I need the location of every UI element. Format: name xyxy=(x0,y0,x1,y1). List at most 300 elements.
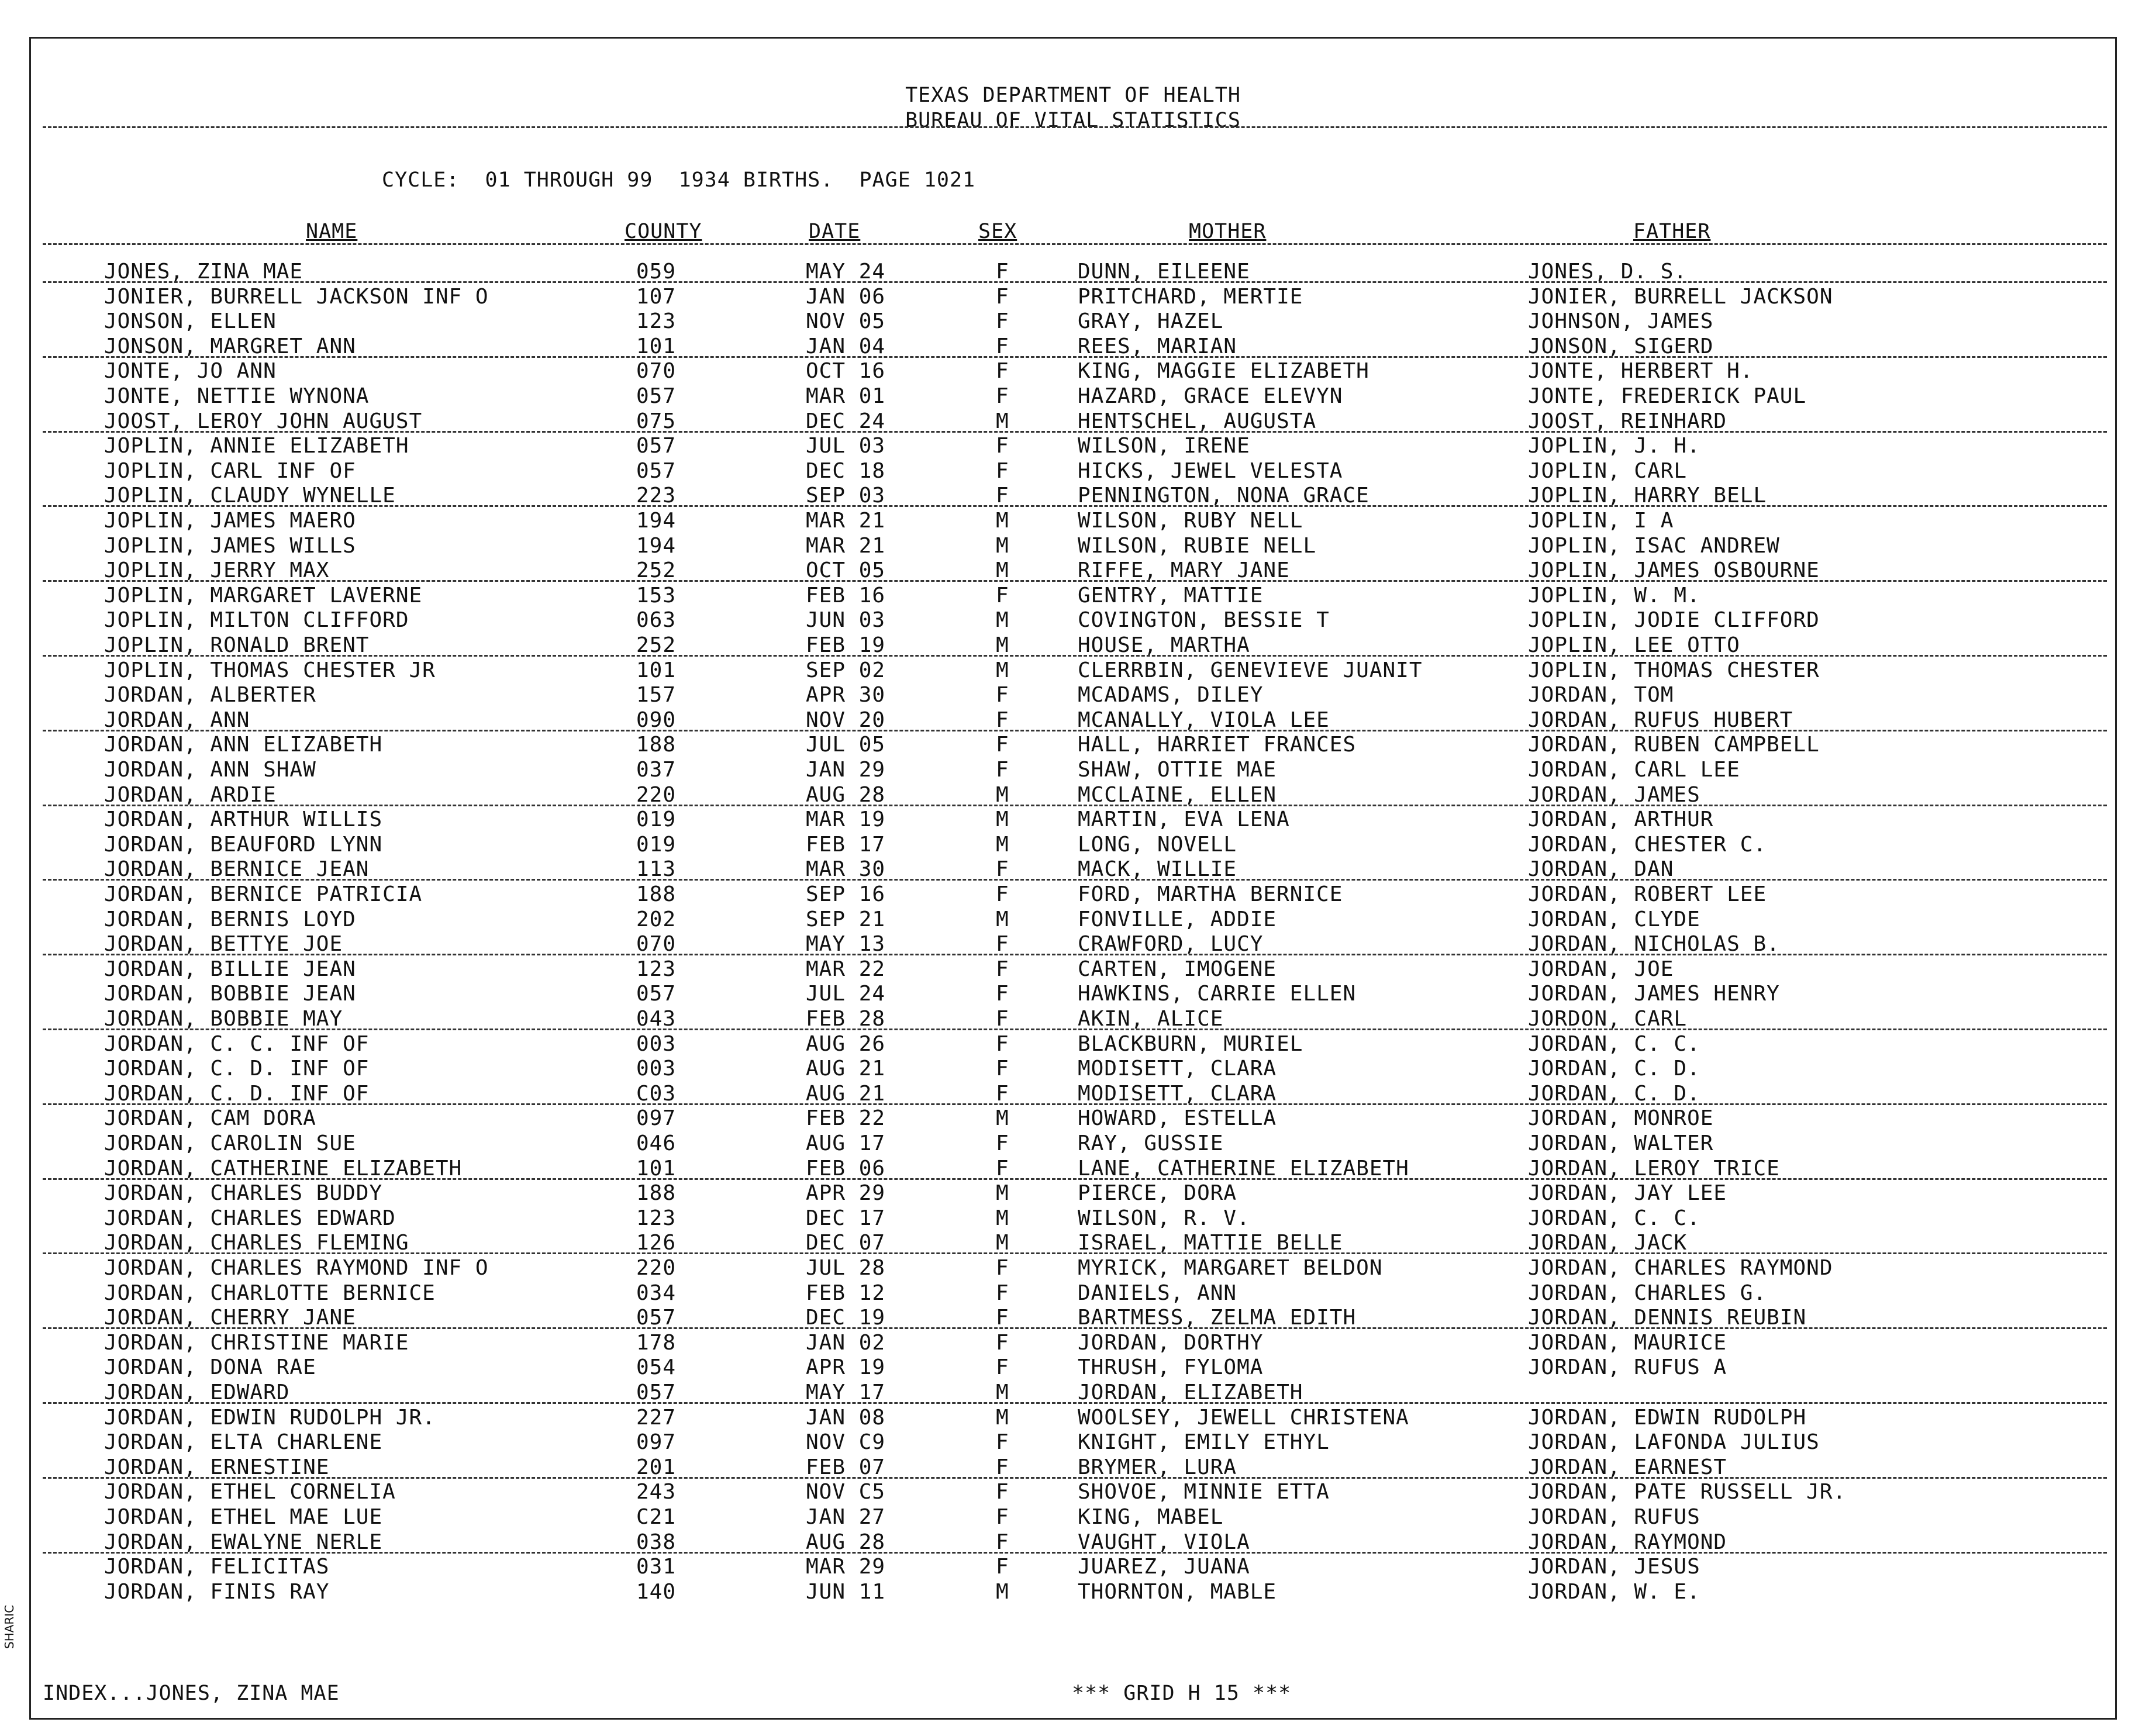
record-date: NOV 20 xyxy=(806,707,886,732)
record-mother: GRAY, HAZEL xyxy=(1078,309,1224,334)
record-father: JOPLIN, JODIE CLIFFORD xyxy=(1528,608,1820,633)
record-sex: M xyxy=(996,509,1009,533)
record-sex: F xyxy=(996,1480,1009,1504)
record-mother: WILSON, RUBY NELL xyxy=(1078,509,1303,533)
record-county: 063 xyxy=(636,608,677,633)
record-father: JORDAN, RUFUS xyxy=(1528,1505,1700,1529)
record-father: JOHNSON, JAMES xyxy=(1528,309,1714,334)
record-name: JORDAN, ANN SHAW xyxy=(104,758,316,782)
record-county: 097 xyxy=(636,1430,677,1455)
record-county: C03 xyxy=(636,1081,677,1106)
record-date: JUL 28 xyxy=(806,1256,886,1280)
table-row xyxy=(31,1031,2115,1057)
table-row xyxy=(31,1206,2115,1231)
separator-line xyxy=(43,730,2107,731)
table-row xyxy=(31,508,2115,533)
record-county: 223 xyxy=(636,484,677,508)
record-name: JORDAN, C. D. INF OF xyxy=(104,1081,370,1106)
record-sex: F xyxy=(996,683,1009,707)
record-county: 202 xyxy=(636,907,677,931)
record-date: JAN 29 xyxy=(806,758,886,782)
record-county: 097 xyxy=(636,1106,677,1131)
table-row xyxy=(31,1181,2115,1206)
record-county: 003 xyxy=(636,1031,677,1056)
record-father: JORDAN, EARNEST xyxy=(1528,1455,1727,1479)
record-father: JORDAN, JAY LEE xyxy=(1528,1181,1727,1206)
table-row xyxy=(31,1281,2115,1306)
record-county: 101 xyxy=(636,334,677,358)
record-county: 031 xyxy=(636,1555,677,1579)
record-county: 194 xyxy=(636,509,677,533)
record-date: MAY 13 xyxy=(806,932,886,957)
record-mother: HENTSCHEL, AUGUSTA xyxy=(1078,409,1317,433)
record-county: 043 xyxy=(636,1007,677,1031)
record-mother: FORD, MARTHA BERNICE xyxy=(1078,882,1343,906)
department-title: TEXAS DEPARTMENT OF HEALTH xyxy=(905,84,1241,107)
record-mother: PENNINGTON, NONA GRACE xyxy=(1078,484,1369,508)
record-name: JOPLIN, THOMAS CHESTER JR xyxy=(104,658,436,682)
record-mother: MYRICK, MARGARET BELDON xyxy=(1078,1256,1383,1280)
separator-line xyxy=(43,356,2107,358)
separator-line xyxy=(43,879,2107,881)
record-county: 057 xyxy=(636,384,677,408)
record-county: 046 xyxy=(636,1131,677,1155)
record-mother: MODISETT, CLARA xyxy=(1078,1057,1277,1081)
record-name: JORDAN, DONA RAE xyxy=(104,1355,316,1380)
record-father: JORDAN, ROBERT LEE xyxy=(1528,882,1767,906)
record-sex: F xyxy=(996,1081,1009,1106)
column-header-date: DATE xyxy=(809,220,861,243)
side-label: SHARIC xyxy=(2,1604,16,1649)
record-date: SEP 16 xyxy=(806,882,886,906)
record-date: JUL 24 xyxy=(806,982,886,1006)
record-father: JOPLIN, HARRY BELL xyxy=(1528,484,1767,508)
record-father: JORDAN, RUFUS HUBERT xyxy=(1528,707,1793,732)
record-sex: F xyxy=(996,982,1009,1006)
record-mother: JORDAN, ELIZABETH xyxy=(1078,1380,1303,1404)
record-county: C21 xyxy=(636,1505,677,1529)
record-name: JORDAN, ETHEL MAE LUE xyxy=(104,1505,383,1529)
record-mother: VAUGHT, VIOLA xyxy=(1078,1530,1250,1554)
record-date: NOV C9 xyxy=(806,1430,886,1455)
record-father: JORDAN, JESUS xyxy=(1528,1555,1700,1579)
record-date: JAN 27 xyxy=(806,1505,886,1529)
record-sex: F xyxy=(996,384,1009,408)
record-sex: F xyxy=(996,1306,1009,1330)
record-name: JONTE, JO ANN xyxy=(104,359,277,384)
table-row xyxy=(31,1255,2115,1281)
record-father: JORDAN, CLYDE xyxy=(1528,907,1700,931)
record-father: JORDAN, CHARLES G. xyxy=(1528,1281,1767,1305)
grid-footer: *** GRID H 15 *** xyxy=(1072,1682,1292,1705)
record-date: JUL 03 xyxy=(806,434,886,458)
record-father: JORDAN, CHARLES RAYMOND xyxy=(1528,1256,1833,1280)
record-name: JORDAN, ARDIE xyxy=(104,782,277,807)
record-sex: F xyxy=(996,1430,1009,1455)
record-mother: CARTEN, IMOGENE xyxy=(1078,957,1277,981)
record-mother: PRITCHARD, MERTIE xyxy=(1078,284,1303,309)
table-row xyxy=(31,1106,2115,1131)
record-date: AUG 28 xyxy=(806,782,886,807)
record-father: JORDAN, MAURICE xyxy=(1528,1330,1727,1355)
record-name: JORDAN, CHRISTINE MARIE xyxy=(104,1330,409,1355)
record-sex: M xyxy=(996,658,1009,682)
record-father: JORDAN, EDWIN RUDOLPH xyxy=(1528,1405,1807,1430)
record-sex: F xyxy=(996,1555,1009,1579)
record-sex: F xyxy=(996,1530,1009,1554)
record-name: JONIER, BURRELL JACKSON INF O xyxy=(104,284,489,309)
record-county: 252 xyxy=(636,633,677,657)
record-mother: DANIELS, ANN xyxy=(1078,1281,1237,1305)
record-name: JONTE, NETTIE WYNONA xyxy=(104,384,370,408)
record-father: JORDAN, C. C. xyxy=(1528,1206,1700,1230)
column-header-mother: MOTHER xyxy=(1189,220,1267,243)
record-sex: F xyxy=(996,707,1009,732)
record-name: JORDAN, CAROLIN SUE xyxy=(104,1131,356,1155)
record-name: JONSON, ELLEN xyxy=(104,309,277,334)
table-row xyxy=(31,1380,2115,1405)
record-father: JORDAN, CARL LEE xyxy=(1528,758,1740,782)
separator-line xyxy=(43,1477,2107,1479)
page-number: PAGE 1021 xyxy=(859,168,976,192)
record-county: 227 xyxy=(636,1405,677,1430)
cycle-range: 01 THROUGH 99 xyxy=(485,168,653,192)
record-county: 054 xyxy=(636,1355,677,1380)
record-county: 019 xyxy=(636,807,677,832)
record-sex: M xyxy=(996,1380,1009,1404)
table-row xyxy=(31,907,2115,932)
record-date: APR 19 xyxy=(806,1355,886,1380)
record-county: 107 xyxy=(636,284,677,309)
record-date: MAR 21 xyxy=(806,509,886,533)
record-date: FEB 19 xyxy=(806,633,886,657)
record-date: OCT 05 xyxy=(806,558,886,583)
record-sex: F xyxy=(996,882,1009,906)
record-name: JORDAN, BOBBIE MAY xyxy=(104,1007,343,1031)
record-name: JORDAN, BEAUFORD LYNN xyxy=(104,832,383,857)
record-sex: F xyxy=(996,857,1009,882)
record-date: DEC 24 xyxy=(806,409,886,433)
separator-line xyxy=(43,1178,2107,1180)
record-mother: BLACKBURN, MURIEL xyxy=(1078,1031,1303,1056)
record-sex: F xyxy=(996,260,1009,284)
record-father: JORDAN, MONROE xyxy=(1528,1106,1714,1131)
table-row xyxy=(31,707,2115,733)
record-date: MAR 30 xyxy=(806,857,886,882)
record-date: OCT 16 xyxy=(806,359,886,384)
separator-line xyxy=(43,1552,2107,1554)
record-date: MAR 01 xyxy=(806,384,886,408)
table-row xyxy=(31,583,2115,608)
record-sex: F xyxy=(996,932,1009,957)
record-sex: M xyxy=(996,832,1009,857)
record-county: 059 xyxy=(636,260,677,284)
table-row xyxy=(31,1156,2115,1181)
record-county: 140 xyxy=(636,1579,677,1604)
record-name: JORDAN, BERNICE JEAN xyxy=(104,857,370,882)
record-father: JONES, D. S. xyxy=(1528,260,1688,284)
record-name: JORDAN, CAM DORA xyxy=(104,1106,316,1131)
record-mother: KNIGHT, EMILY ETHYL xyxy=(1078,1430,1330,1455)
record-page xyxy=(29,37,2117,1720)
record-father: JOPLIN, W. M. xyxy=(1528,583,1700,608)
record-name: JOPLIN, MILTON CLIFFORD xyxy=(104,608,409,633)
record-mother: THORNTON, MABLE xyxy=(1078,1579,1277,1604)
record-name: JORDAN, ELTA CHARLENE xyxy=(104,1430,383,1455)
record-sex: F xyxy=(996,334,1009,358)
separator-line xyxy=(43,1252,2107,1254)
record-mother: RAY, GUSSIE xyxy=(1078,1131,1224,1155)
record-county: 188 xyxy=(636,882,677,906)
record-mother: MCADAMS, DILEY xyxy=(1078,683,1264,707)
record-father: JORDAN, WALTER xyxy=(1528,1131,1714,1155)
record-date: JAN 06 xyxy=(806,284,886,309)
record-date: JAN 04 xyxy=(806,334,886,358)
table-row xyxy=(31,931,2115,957)
table-row xyxy=(31,682,2115,707)
record-father: JOPLIN, ISAC ANDREW xyxy=(1528,533,1780,558)
record-name: JOPLIN, JAMES MAERO xyxy=(104,509,356,533)
record-county: 003 xyxy=(636,1057,677,1081)
record-mother: SHOVOE, MINNIE ETTA xyxy=(1078,1480,1330,1504)
record-county: 194 xyxy=(636,533,677,558)
record-father: JORDAN, PATE RUSSELL JR. xyxy=(1528,1480,1847,1504)
record-mother: MARTIN, EVA LENA xyxy=(1078,807,1290,832)
record-date: AUG 21 xyxy=(806,1057,886,1081)
table-row xyxy=(31,1504,2115,1530)
separator-line xyxy=(43,281,2107,283)
record-mother: WOOLSEY, JEWELL CHRISTENA xyxy=(1078,1405,1409,1430)
table-row xyxy=(31,433,2115,458)
record-county: 034 xyxy=(636,1281,677,1305)
record-name: JORDAN, BILLIE JEAN xyxy=(104,957,356,981)
record-date: AUG 26 xyxy=(806,1031,886,1056)
record-father: JORDAN, CHESTER C. xyxy=(1528,832,1767,857)
record-father: JORDAN, DENNIS REUBIN xyxy=(1528,1306,1807,1330)
record-mother: RIFFE, MARY JANE xyxy=(1078,558,1290,583)
record-father: JORDAN, RAYMOND xyxy=(1528,1530,1727,1554)
record-date: AUG 21 xyxy=(806,1081,886,1106)
record-name: JORDAN, CATHERINE ELIZABETH xyxy=(104,1156,463,1181)
record-father: JOPLIN, JAMES OSBOURNE xyxy=(1528,558,1820,583)
table-row xyxy=(31,1131,2115,1156)
table-row xyxy=(31,1455,2115,1480)
record-name: JORDAN, FINIS RAY xyxy=(104,1579,330,1604)
record-name: JORDAN, CHARLES FLEMING xyxy=(104,1231,409,1255)
record-county: 057 xyxy=(636,1306,677,1330)
record-county: 188 xyxy=(636,733,677,757)
record-mother: GENTRY, MATTIE xyxy=(1078,583,1264,608)
record-county: 019 xyxy=(636,832,677,857)
record-mother: JORDAN, DORTHY xyxy=(1078,1330,1264,1355)
record-sex: F xyxy=(996,1505,1009,1529)
record-sex: M xyxy=(996,409,1009,433)
record-name: JORDAN, FELICITAS xyxy=(104,1555,330,1579)
record-father: JORDAN, LEROY TRICE xyxy=(1528,1156,1780,1181)
record-mother: SHAW, OTTIE MAE xyxy=(1078,758,1277,782)
record-father: JORDAN, RUBEN CAMPBELL xyxy=(1528,733,1820,757)
record-sex: M xyxy=(996,1405,1009,1430)
record-name: JORDAN, CHARLOTTE BERNICE xyxy=(104,1281,436,1305)
record-sex: M xyxy=(996,1231,1009,1255)
table-row xyxy=(31,1479,2115,1504)
record-date: MAR 22 xyxy=(806,957,886,981)
record-name: JOPLIN, RONALD BRENT xyxy=(104,633,370,657)
record-name: JONES, ZINA MAE xyxy=(104,260,303,284)
bureau-title: BUREAU OF VITAL STATISTICS xyxy=(905,109,1241,132)
record-date: JUL 05 xyxy=(806,733,886,757)
record-father: JORDAN, W. E. xyxy=(1528,1579,1700,1604)
table-row xyxy=(31,857,2115,882)
record-county: 123 xyxy=(636,1206,677,1230)
table-row xyxy=(31,1230,2115,1255)
record-father: JORDAN, C. D. xyxy=(1528,1057,1700,1081)
record-date: DEC 17 xyxy=(806,1206,886,1230)
record-father: JORDAN, RUFUS A xyxy=(1528,1355,1727,1380)
record-sex: M xyxy=(996,633,1009,657)
record-sex: F xyxy=(996,1455,1009,1479)
record-sex: F xyxy=(996,583,1009,608)
record-name: JOPLIN, CLAUDY WYNELLE xyxy=(104,484,396,508)
table-row xyxy=(31,608,2115,633)
record-sex: F xyxy=(996,733,1009,757)
record-sex: F xyxy=(996,284,1009,309)
record-sex: F xyxy=(996,1031,1009,1056)
record-name: JORDAN, ARTHUR WILLIS xyxy=(104,807,383,832)
record-name: JORDAN, CHARLES RAYMOND INF O xyxy=(104,1256,489,1280)
record-date: FEB 28 xyxy=(806,1007,886,1031)
record-date: FEB 12 xyxy=(806,1281,886,1305)
record-sex: F xyxy=(996,758,1009,782)
record-father: JORDAN, NICHOLAS B. xyxy=(1528,932,1780,957)
record-name: JOPLIN, ANNIE ELIZABETH xyxy=(104,434,409,458)
table-row xyxy=(31,334,2115,359)
record-father: JOPLIN, CARL xyxy=(1528,458,1688,483)
record-name: JORDAN, ERNESTINE xyxy=(104,1455,330,1479)
table-row xyxy=(31,259,2115,284)
record-date: JAN 02 xyxy=(806,1330,886,1355)
record-county: 070 xyxy=(636,359,677,384)
record-mother: COVINGTON, BESSIE T xyxy=(1078,608,1330,633)
record-father: JORDAN, ARTHUR xyxy=(1528,807,1714,832)
record-sex: F xyxy=(996,1057,1009,1081)
record-sex: F xyxy=(996,1330,1009,1355)
record-father: JORDAN, JOE xyxy=(1528,957,1674,981)
record-date: AUG 28 xyxy=(806,1530,886,1554)
record-name: JORDAN, C. C. INF OF xyxy=(104,1031,370,1056)
record-county: 220 xyxy=(636,782,677,807)
record-sex: F xyxy=(996,957,1009,981)
record-county: 075 xyxy=(636,409,677,433)
separator-line xyxy=(43,1327,2107,1329)
record-date: SEP 21 xyxy=(806,907,886,931)
record-father: JOPLIN, LEE OTTO xyxy=(1528,633,1740,657)
record-father: JORDAN, JAMES xyxy=(1528,782,1700,807)
record-name: JOOST, LEROY JOHN AUGUST xyxy=(104,409,423,433)
record-county: 037 xyxy=(636,758,677,782)
record-name: JORDAN, CHERRY JANE xyxy=(104,1306,356,1330)
record-date: NOV 05 xyxy=(806,309,886,334)
record-mother: THRUSH, FYLOMA xyxy=(1078,1355,1264,1380)
table-row xyxy=(31,1430,2115,1455)
table-row xyxy=(31,1081,2115,1106)
record-father: JONTE, FREDERICK PAUL xyxy=(1528,384,1807,408)
table-row xyxy=(31,1305,2115,1330)
record-father: JOOST, REINHARD xyxy=(1528,409,1727,433)
record-date: JUN 11 xyxy=(806,1579,886,1604)
separator-line xyxy=(43,1029,2107,1030)
record-sex: M xyxy=(996,907,1009,931)
record-mother: BRYMER, LURA xyxy=(1078,1455,1237,1479)
record-father: JORDON, CARL xyxy=(1528,1007,1688,1031)
record-father: JORDAN, C. C. xyxy=(1528,1031,1700,1056)
table-row xyxy=(31,807,2115,832)
record-date: FEB 17 xyxy=(806,832,886,857)
record-sex: F xyxy=(996,1156,1009,1181)
record-date: DEC 07 xyxy=(806,1231,886,1255)
separator-line xyxy=(43,126,2107,128)
table-row xyxy=(31,1355,2115,1380)
record-father: JORDAN, JAMES HENRY xyxy=(1528,982,1780,1006)
record-name: JORDAN, EWALYNE NERLE xyxy=(104,1530,383,1554)
record-sex: F xyxy=(996,1007,1009,1031)
record-sex: F xyxy=(996,1355,1009,1380)
record-mother: KING, MABEL xyxy=(1078,1505,1224,1529)
column-header-father: FATHER xyxy=(1633,220,1711,243)
record-mother: MODISETT, CLARA xyxy=(1078,1081,1277,1106)
table-row xyxy=(31,633,2115,658)
record-name: JORDAN, BERNICE PATRICIA xyxy=(104,882,423,906)
separator-line xyxy=(43,243,2107,245)
record-date: FEB 06 xyxy=(806,1156,886,1181)
record-date: FEB 07 xyxy=(806,1455,886,1479)
record-mother: FONVILLE, ADDIE xyxy=(1078,907,1277,931)
column-header-county: COUNTY xyxy=(625,220,702,243)
record-county: 153 xyxy=(636,583,677,608)
cycle-label: CYCLE: xyxy=(382,168,460,192)
record-name: JORDAN, CHARLES BUDDY xyxy=(104,1181,383,1206)
record-name: JORDAN, EDWARD xyxy=(104,1380,290,1404)
table-row xyxy=(31,409,2115,434)
separator-line xyxy=(43,1402,2107,1404)
record-date: MAY 17 xyxy=(806,1380,886,1404)
record-county: 070 xyxy=(636,932,677,957)
record-name: JOPLIN, CARL INF OF xyxy=(104,458,356,483)
table-row xyxy=(31,1330,2115,1355)
record-father: JORDAN, LAFONDA JULIUS xyxy=(1528,1430,1820,1455)
record-sex: M xyxy=(996,533,1009,558)
record-date: MAR 21 xyxy=(806,533,886,558)
record-date: DEC 19 xyxy=(806,1306,886,1330)
record-date: APR 29 xyxy=(806,1181,886,1206)
table-row xyxy=(31,1530,2115,1555)
record-mother: HALL, HARRIET FRANCES xyxy=(1078,733,1357,757)
separator-line xyxy=(43,954,2107,955)
separator-line xyxy=(43,505,2107,507)
record-county: 057 xyxy=(636,434,677,458)
table-row xyxy=(31,309,2115,334)
record-father: JOPLIN, J. H. xyxy=(1528,434,1700,458)
record-sex: M xyxy=(996,1579,1009,1604)
record-name: JOPLIN, JAMES WILLS xyxy=(104,533,356,558)
record-county: 101 xyxy=(636,1156,677,1181)
record-county: 123 xyxy=(636,957,677,981)
record-county: 057 xyxy=(636,1380,677,1404)
record-name: JONSON, MARGRET ANN xyxy=(104,334,356,358)
record-father: JOPLIN, THOMAS CHESTER xyxy=(1528,658,1820,682)
separator-line xyxy=(43,1103,2107,1105)
record-date: JAN 08 xyxy=(806,1405,886,1430)
